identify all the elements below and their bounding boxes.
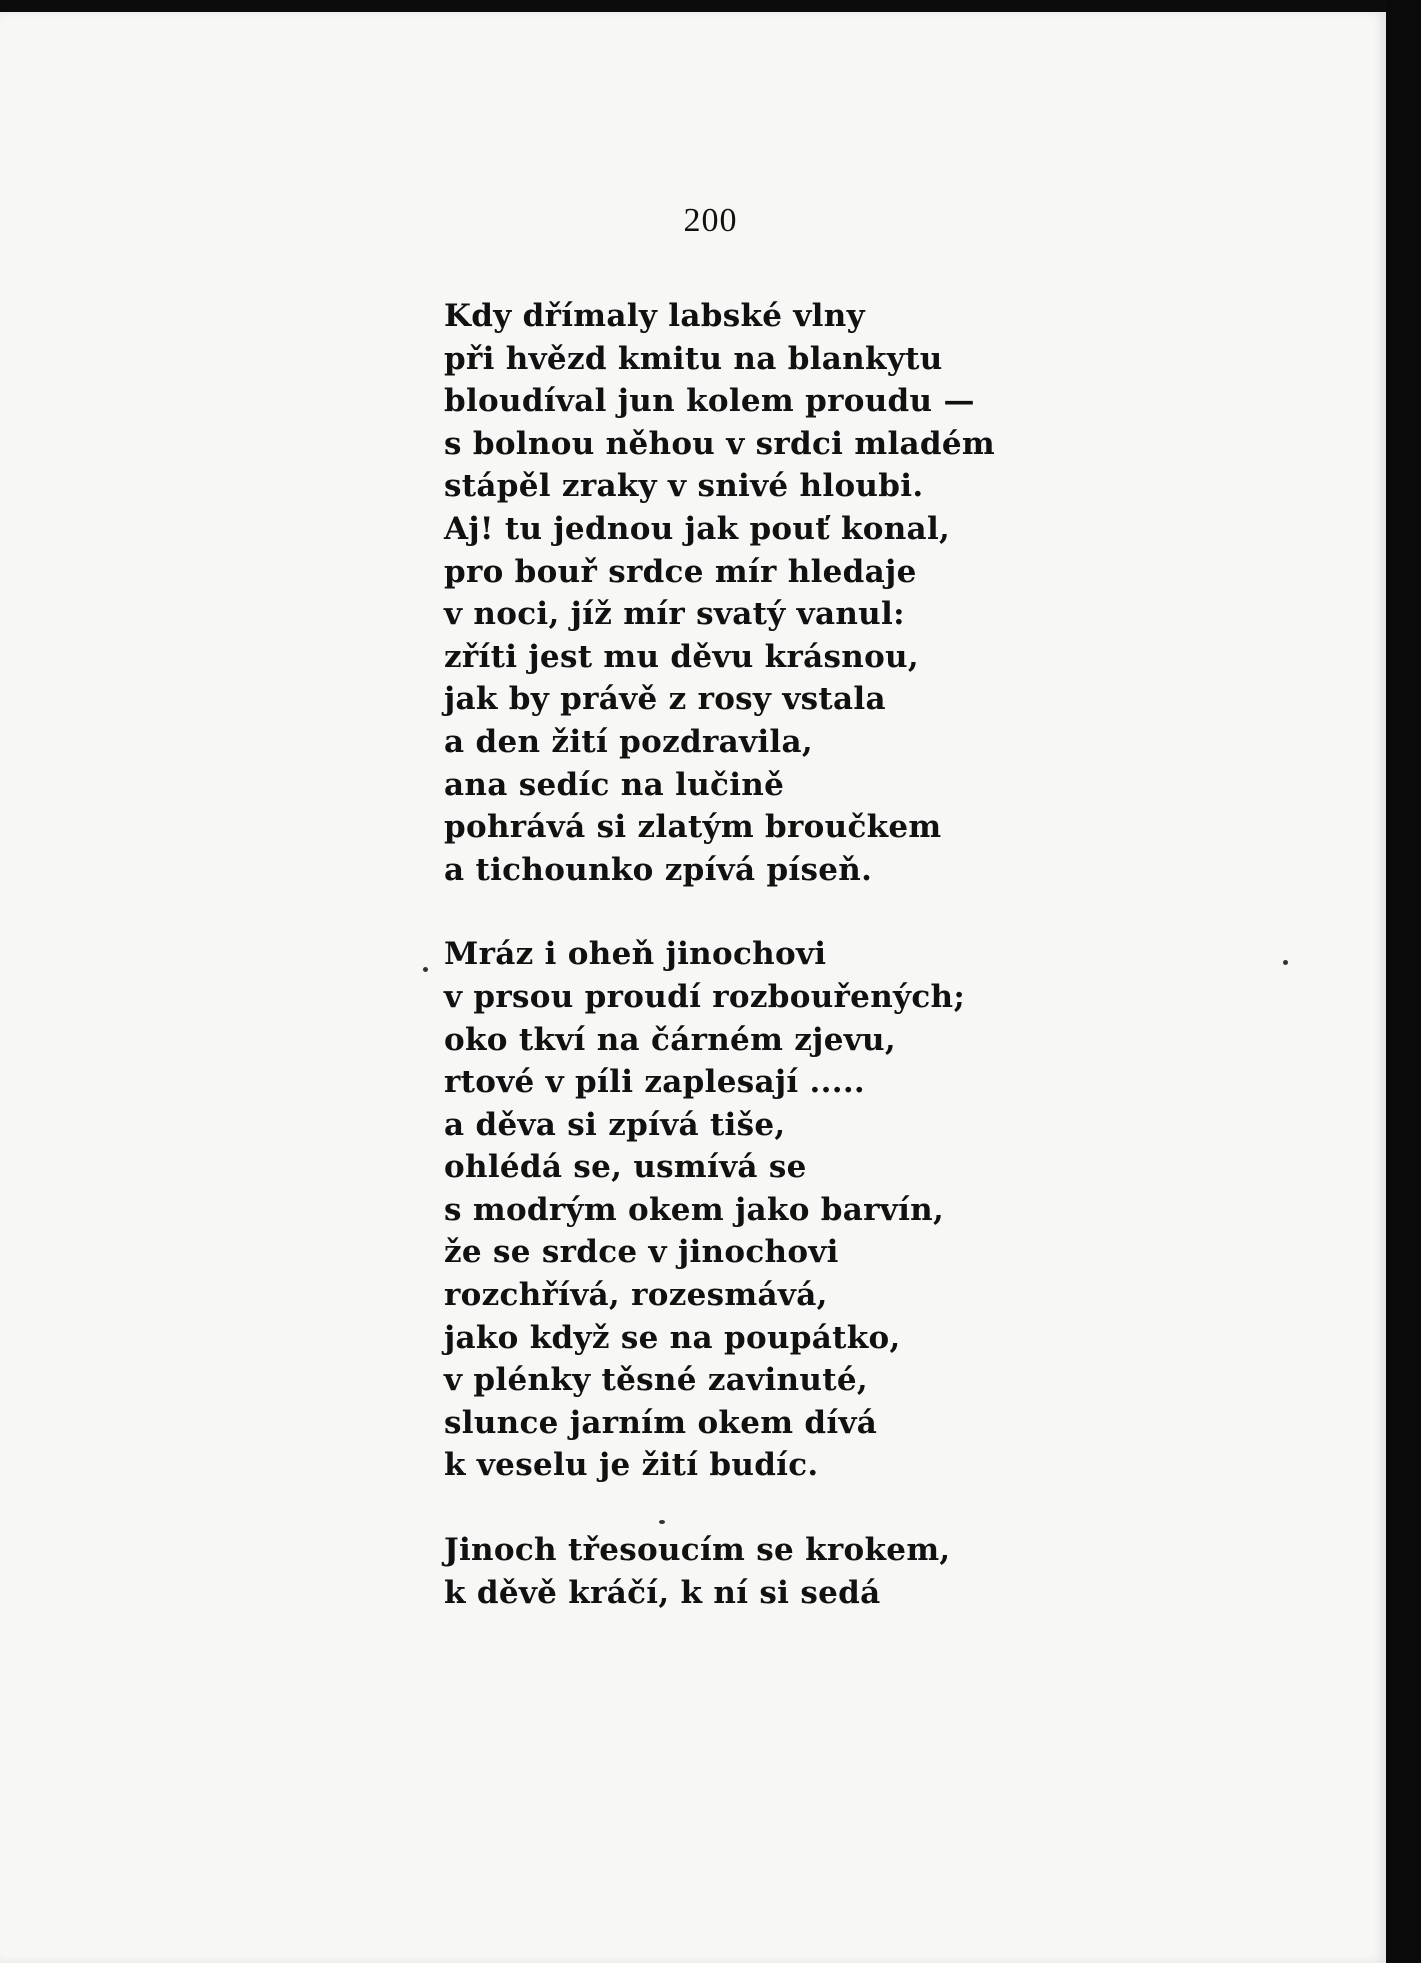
ink-speck: [423, 967, 428, 972]
poem-line: Aj! tu jednou jak pouť konal,: [444, 510, 951, 547]
poem-line: ohlédá se, usmívá se: [444, 1149, 807, 1186]
poem-line: k veselu je žití budíc.: [444, 1447, 819, 1484]
poem-line: k děvě kráčí, k ní si sedá: [444, 1574, 881, 1611]
poem-line: že se srdce v jinochovi: [444, 1234, 839, 1271]
poem-line: zříti jest mu děvu krásnou,: [444, 638, 919, 675]
stanza-1: [444, 295, 1084, 891]
poem-line: jako když se na poupátko,: [444, 1319, 901, 1356]
poem-line: v noci, jíž mír svatý vanul:: [444, 596, 905, 633]
poem-line: a děva si zpívá tiše,: [444, 1106, 786, 1143]
poem-line: Mráz i oheň jinochovi: [444, 936, 827, 973]
poem-text: [444, 295, 1084, 1614]
poem-line: stápěl zraky v snivé hloubi.: [444, 468, 924, 505]
poem-line: pro bouř srdce mír hledaje: [444, 553, 917, 590]
poem-line: rtové v píli zaplesají .....: [444, 1064, 866, 1101]
poem-line: jak by právě z rosy vstala: [444, 681, 886, 718]
poem-line: bloudíval jun kolem proudu —: [444, 383, 975, 420]
poem-line: s bolnou něhou v srdci mladém: [444, 425, 996, 462]
stanza-2: [444, 933, 1084, 1487]
poem-line: pohrává si zlatým broučkem: [444, 809, 942, 846]
poem-line: a den žití pozdravila,: [444, 723, 813, 760]
poem-line: v plénky těsné zavinuté,: [444, 1362, 868, 1399]
poem-line: oko tkví na čárném zjevu,: [444, 1021, 896, 1058]
poem-line: Jinoch třesoucím se krokem,: [444, 1532, 951, 1569]
poem-line: a tichounko zpívá píseň.: [444, 851, 873, 888]
poem-line: Kdy dřímaly labské vlny: [444, 298, 865, 334]
ink-speck: [1283, 960, 1288, 965]
poem-line: s modrým okem jako barvín,: [444, 1191, 945, 1228]
poem-line: při hvězd kmitu na blankytu: [444, 340, 943, 377]
stanza-3: [444, 1529, 1084, 1614]
poem-line: v prsou proudí rozbouřených;: [444, 978, 966, 1015]
poem-line: ana sedíc na lučině: [444, 766, 785, 803]
scan-edge: [1386, 0, 1421, 1963]
poem-line: slunce jarním okem dívá: [444, 1404, 878, 1441]
poem-line: rozchřívá, rozesmává,: [444, 1277, 828, 1314]
page-number: 200: [683, 202, 738, 239]
